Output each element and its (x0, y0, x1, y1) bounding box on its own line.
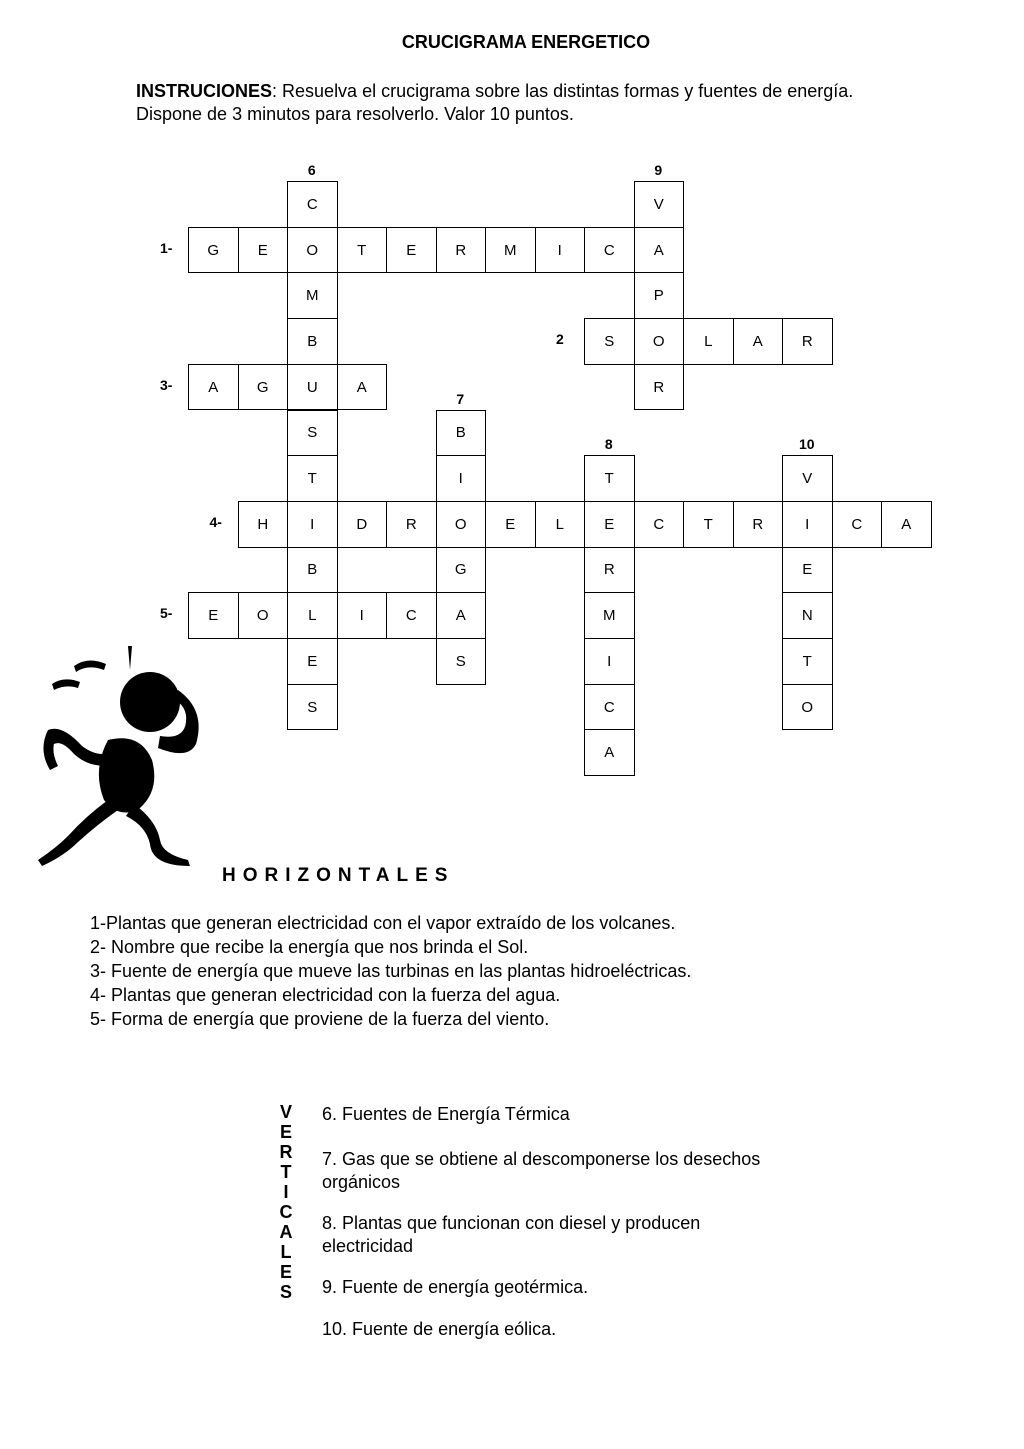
down-number: 6 (307, 162, 316, 178)
instructions-text: Resuelva el crucigrama sobre las distintas formas y fuentes de energía. (282, 81, 854, 101)
crossword-cell[interactable]: G (436, 547, 487, 594)
crossword-cell[interactable]: T (782, 638, 833, 685)
crossword-cell[interactable]: V (782, 455, 833, 502)
crossword-cell[interactable]: U (287, 364, 338, 411)
crossword-cell[interactable]: E (485, 501, 536, 548)
verticales-letter: I (283, 1182, 289, 1202)
crossword-cell[interactable]: L (535, 501, 586, 548)
horizontales-heading: HORIZONTALES (222, 865, 455, 886)
vertical-clue-10: 10. Fuente de energía eólica. (322, 1319, 557, 1339)
page-title: CRUCIGRAMA ENERGETICO (401, 32, 651, 52)
crossword-cell[interactable]: O (287, 227, 338, 274)
across-number: 4- (209, 513, 222, 530)
crossword-cell[interactable]: C (386, 592, 437, 639)
verticales-letter: E (279, 1122, 292, 1142)
crossword-cell[interactable]: A (436, 592, 487, 639)
crossword-cell[interactable]: N (782, 592, 833, 639)
down-number: 8 (604, 436, 613, 453)
vertical-clue-9: 9. Fuente de energía geotérmica. (322, 1277, 589, 1297)
crossword-cell[interactable]: T (584, 455, 635, 502)
crossword-cell[interactable]: R (584, 547, 635, 594)
instructions: INSTRUCIONES: Resuelva el crucigrama sobre las distintas formas y fuentes de energía. Dispone de 3 minutos para resolverlo. Valor 10 puntos. (136, 81, 854, 124)
crossword-cell[interactable]: L (683, 318, 734, 365)
crossword-cell[interactable]: A (337, 364, 388, 411)
crossword-cell[interactable]: S (584, 318, 635, 365)
crossword-cell[interactable]: H (238, 501, 289, 548)
crossword-cell[interactable]: C (584, 227, 635, 274)
verticales-letter: T (280, 1162, 292, 1182)
across-number: 5- (160, 605, 173, 622)
verticales-letter: V (279, 1102, 292, 1122)
thinking-figure-icon (28, 640, 218, 870)
verticales-heading (276, 1102, 296, 1302)
crossword-cell[interactable]: R (386, 501, 437, 548)
verticales-letter: A (279, 1222, 293, 1242)
crossword-cell[interactable]: O (782, 684, 833, 731)
crossword-cell[interactable]: S (287, 684, 338, 731)
crossword-cell[interactable]: B (436, 410, 487, 457)
crossword-cell[interactable]: C (634, 501, 685, 548)
crossword-cell[interactable]: B (287, 547, 338, 594)
horizontal-clue-4: 4- Plantas que generan electricidad con la fuerza del agua. (90, 985, 561, 1005)
crossword-cell[interactable]: S (436, 638, 487, 685)
verticales-letter: E (279, 1262, 292, 1282)
instructions-time: Dispone de 3 minutos para resolverlo. Valor 10 puntos. (136, 104, 574, 124)
crossword-cell[interactable]: I (535, 227, 586, 274)
crossword-cell[interactable]: E (287, 638, 338, 685)
crossword-cell[interactable]: O (436, 501, 487, 548)
horizontales-clues (90, 911, 691, 1031)
verticales-letter: R (279, 1142, 293, 1162)
horizontal-clue-3: 3- Fuente de energía que mueve las turbinas en las plantas hidroeléctricas. (90, 961, 692, 981)
horizontal-clue-2: 2- Nombre que recibe la energía que nos brinda el Sol. (90, 937, 529, 957)
vertical-clue-6: 6. Fuentes de Energía Térmica (322, 1104, 570, 1124)
crossword-cell[interactable]: M (287, 272, 338, 319)
crossword-cell[interactable]: A (584, 729, 635, 776)
crossword-cell[interactable]: I (782, 501, 833, 548)
across-number: 3- (160, 376, 173, 393)
crossword-cell[interactable]: R (782, 318, 833, 365)
crossword-cell[interactable]: M (584, 592, 635, 639)
crossword-cell[interactable]: E (238, 227, 289, 274)
crossword-cell[interactable]: E (188, 592, 239, 639)
crossword-cell[interactable]: A (881, 501, 932, 548)
crossword-cell[interactable]: I (287, 501, 338, 548)
crossword-cell[interactable]: D (337, 501, 388, 548)
down-number: 9 (654, 162, 663, 178)
crossword-cell[interactable]: I (436, 455, 487, 502)
crossword-cell[interactable]: A (733, 318, 784, 365)
verticales-letter: L (280, 1242, 292, 1262)
instructions-label: INSTRUCIONES (136, 81, 273, 101)
crossword-cell[interactable]: G (238, 364, 289, 411)
crossword-cell[interactable]: C (287, 181, 338, 228)
across-number: 2 (556, 331, 564, 348)
crossword-cell[interactable]: R (436, 227, 487, 274)
down-number: 10 (798, 436, 815, 453)
crossword-cell[interactable]: I (584, 638, 635, 685)
crossword-cell[interactable]: G (188, 227, 239, 274)
horizontal-clue-1: 1-Plantas que generan electricidad con el vapor extraído de los volcanes. (90, 913, 676, 933)
crossword-cell[interactable]: I (337, 592, 388, 639)
crossword-cell[interactable]: A (634, 227, 685, 274)
crossword-cell[interactable]: E (584, 501, 635, 548)
crossword-cell[interactable]: T (683, 501, 734, 548)
verticales-letter: C (279, 1202, 293, 1222)
crossword-cell[interactable]: E (782, 547, 833, 594)
crossword-cell[interactable]: B (287, 318, 338, 365)
vertical-clue-8: 8. Plantas que funcionan con diesel y producen electricidad (322, 1213, 701, 1256)
down-number: 7 (456, 390, 465, 407)
crossword-cell[interactable]: R (733, 501, 784, 548)
crossword-cell[interactable]: O (634, 318, 685, 365)
crossword-cell[interactable]: T (337, 227, 388, 274)
crossword-cell[interactable]: L (287, 592, 338, 639)
crossword-cell[interactable]: E (386, 227, 437, 274)
crossword-cell[interactable]: S (287, 410, 338, 457)
verticales-letter: S (279, 1282, 292, 1302)
crossword-cell[interactable]: A (188, 364, 239, 411)
crossword-cell[interactable]: T (287, 455, 338, 502)
crossword-cell[interactable]: C (584, 684, 635, 731)
crossword-cell[interactable]: O (238, 592, 289, 639)
crossword-cell[interactable]: C (832, 501, 883, 548)
across-number: 1- (160, 239, 173, 256)
crossword-cell[interactable]: V (634, 181, 685, 228)
crossword-cell[interactable]: P (634, 272, 685, 319)
crossword-cell[interactable]: R (634, 364, 685, 411)
crossword-cell[interactable]: M (485, 227, 536, 274)
vertical-clue-7: 7. Gas que se obtiene al descomponerse los desechos orgánicos (322, 1149, 761, 1192)
horizontal-clue-5: 5- Forma de energía que proviene de la fuerza del viento. (90, 1009, 550, 1029)
